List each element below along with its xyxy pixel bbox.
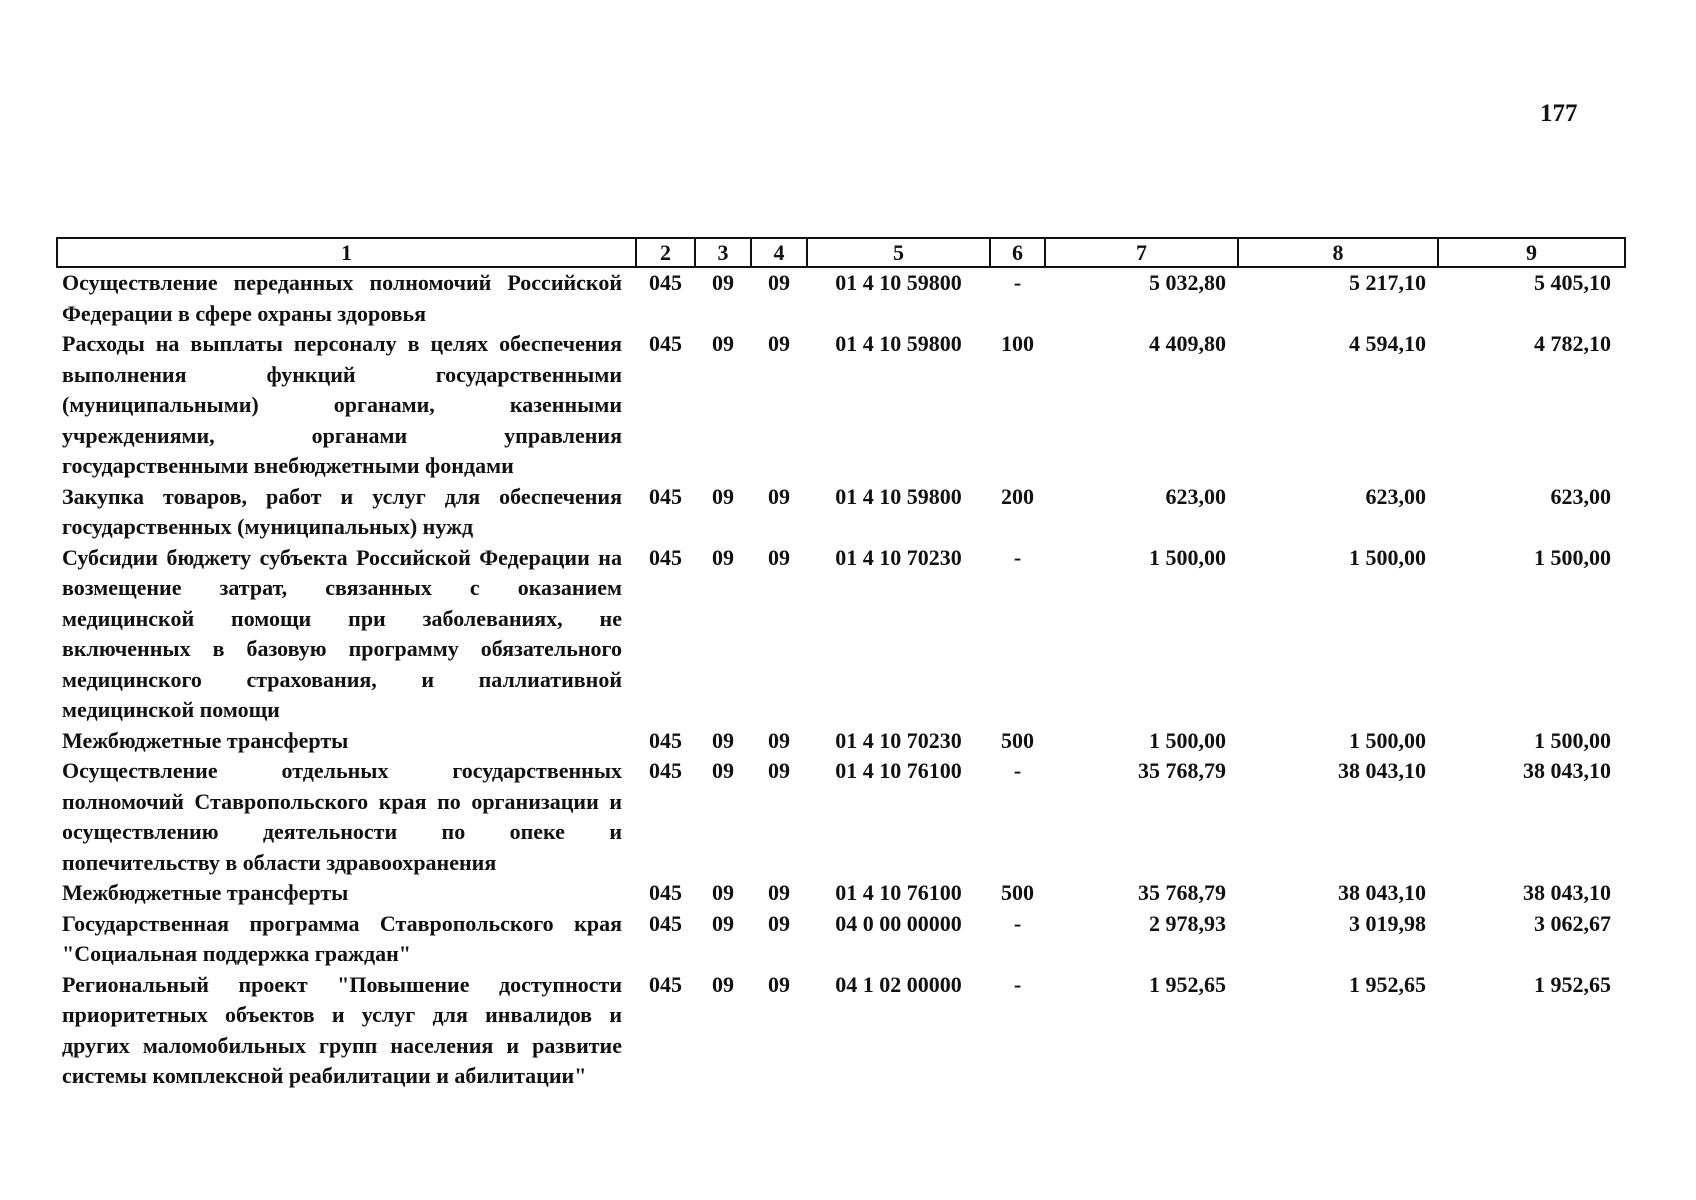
ved-code: 045 (649, 483, 682, 509)
amount-year-2: 623,00 (1365, 483, 1426, 509)
column-header: 6 (990, 238, 1045, 267)
table-row (57, 329, 1625, 482)
ved-code: 045 (649, 910, 682, 936)
section-code: 09 (712, 331, 734, 356)
amount-year-2: 4 594,10 (1349, 331, 1426, 356)
column-header: 2 (636, 238, 695, 267)
ved-code: 045 (649, 880, 682, 905)
amount-year-2: 38 043,10 (1338, 880, 1426, 905)
amount-year-3: 38 043,10 (1523, 880, 1611, 905)
amount-year-3: 38 043,10 (1523, 758, 1611, 783)
amount-year-1: 1 952,65 (1149, 971, 1226, 997)
subsection-code: 09 (768, 331, 790, 356)
page-number: 177 (1540, 100, 1578, 127)
expense-type-code: 200 (1001, 483, 1034, 509)
expense-type-code: - (1013, 758, 1022, 783)
table-row (57, 543, 1625, 726)
target-article-code: 04 0 00 00000 (835, 910, 962, 936)
amount-year-1: 4 409,80 (1149, 331, 1226, 356)
column-header: 1 (57, 238, 636, 267)
target-article-code: 01 4 10 76100 (835, 758, 962, 783)
target-article-code: 01 4 10 76100 (835, 880, 962, 905)
subsection-code: 09 (768, 544, 790, 570)
amount-year-3: 1 500,00 (1534, 544, 1611, 570)
expense-type-code: 500 (1001, 727, 1034, 753)
section-code: 09 (712, 270, 734, 295)
subsection-code: 09 (768, 483, 790, 509)
header-row (57, 238, 1625, 267)
target-article-code: 01 4 10 59800 (835, 483, 962, 509)
amount-year-3: 3 062,67 (1534, 910, 1611, 936)
section-code: 09 (712, 483, 734, 509)
amount-year-1: 2 978,93 (1149, 910, 1226, 936)
table-row (57, 726, 1625, 757)
column-header: 7 (1045, 238, 1238, 267)
amount-year-2: 1 952,65 (1349, 971, 1426, 997)
budget-table (56, 237, 1626, 1092)
amount-year-1: 1 500,00 (1149, 727, 1226, 753)
amount-year-1: 35 768,79 (1138, 758, 1226, 783)
table-row (57, 878, 1625, 909)
ved-code: 045 (649, 971, 682, 997)
amount-year-1: 5 032,80 (1149, 270, 1226, 295)
expense-type-code: - (1013, 910, 1022, 936)
ved-code: 045 (649, 270, 682, 295)
expense-type-code: - (1013, 971, 1022, 997)
expense-type-code: - (1013, 544, 1022, 570)
table-row (57, 970, 1625, 1092)
row-name: Субсидии бюджету субъекта Российской Федерации на возмещение затрат, связанных с оказанием медицинской помощи при заболеваниях, не включенных в базовую программу обязательного медицинского страхования, и паллиативной медицинской помощи (62, 544, 622, 722)
expense-type-code: 500 (1001, 880, 1034, 905)
row-name: Межбюджетные трансферты (62, 727, 349, 753)
target-article-code: 01 4 10 59800 (835, 331, 962, 356)
amount-year-2: 3 019,98 (1349, 910, 1426, 936)
amount-year-3: 5 405,10 (1534, 270, 1611, 295)
subsection-code: 09 (768, 971, 790, 997)
row-name: Региональный проект "Повышение доступности приоритетных объектов и услуг для инвалидов и других маломобильных групп населения и развитие системы комплексной реабилитации и абилитации" (62, 971, 622, 1088)
column-header: 8 (1238, 238, 1438, 267)
table-row (57, 756, 1625, 878)
amount-year-2: 1 500,00 (1349, 727, 1426, 753)
table-row (57, 909, 1625, 970)
column-header: 9 (1438, 238, 1625, 267)
section-code: 09 (712, 880, 734, 905)
row-name: Закупка товаров, работ и услуг для обеспечения государственных (муниципальных) нужд (62, 483, 622, 539)
ved-code: 045 (649, 544, 682, 570)
subsection-code: 09 (768, 270, 790, 295)
ved-code: 045 (649, 727, 682, 753)
amount-year-1: 623,00 (1165, 483, 1226, 509)
subsection-code: 09 (768, 910, 790, 936)
row-name: Осуществление переданных полномочий Российской Федерации в сфере охраны здоровья (62, 270, 622, 326)
amount-year-2: 1 500,00 (1349, 544, 1426, 570)
amount-year-3: 623,00 (1550, 483, 1611, 509)
expense-type-code: - (1013, 270, 1022, 295)
target-article-code: 01 4 10 70230 (835, 544, 962, 570)
section-code: 09 (712, 910, 734, 936)
column-header: 4 (751, 238, 807, 267)
target-article-code: 01 4 10 70230 (835, 727, 962, 753)
table-row (57, 267, 1625, 329)
amount-year-3: 4 782,10 (1534, 331, 1611, 356)
section-code: 09 (712, 971, 734, 997)
column-header: 5 (807, 238, 990, 267)
section-code: 09 (712, 544, 734, 570)
amount-year-2: 38 043,10 (1338, 758, 1426, 783)
row-name: Расходы на выплаты персоналу в целях обеспечения выполнения функций государственными (муниципальными) органами, казенными учреждениями, органами управления государственными внебюджетными фондами (62, 331, 622, 478)
row-name: Межбюджетные трансферты (62, 880, 349, 905)
row-name: Государственная программа Ставропольского края "Социальная поддержка граждан" (62, 910, 622, 966)
column-header: 3 (695, 238, 751, 267)
row-name: Осуществление отдельных государственных полномочий Ставропольского края по организации и осуществлению деятельности по опеке и попечительству в области здравоохранения (62, 758, 622, 875)
subsection-code: 09 (768, 727, 790, 753)
amount-year-1: 1 500,00 (1149, 544, 1226, 570)
section-code: 09 (712, 758, 734, 783)
amount-year-3: 1 500,00 (1534, 727, 1611, 753)
table-row (57, 482, 1625, 543)
amount-year-2: 5 217,10 (1349, 270, 1426, 295)
subsection-code: 09 (768, 880, 790, 905)
amount-year-3: 1 952,65 (1534, 971, 1611, 997)
ved-code: 045 (649, 331, 682, 356)
amount-year-1: 35 768,79 (1138, 880, 1226, 905)
target-article-code: 04 1 02 00000 (835, 971, 962, 997)
section-code: 09 (712, 727, 734, 753)
expense-type-code: 100 (1001, 331, 1034, 356)
target-article-code: 01 4 10 59800 (835, 270, 962, 295)
subsection-code: 09 (768, 758, 790, 783)
ved-code: 045 (649, 758, 682, 783)
